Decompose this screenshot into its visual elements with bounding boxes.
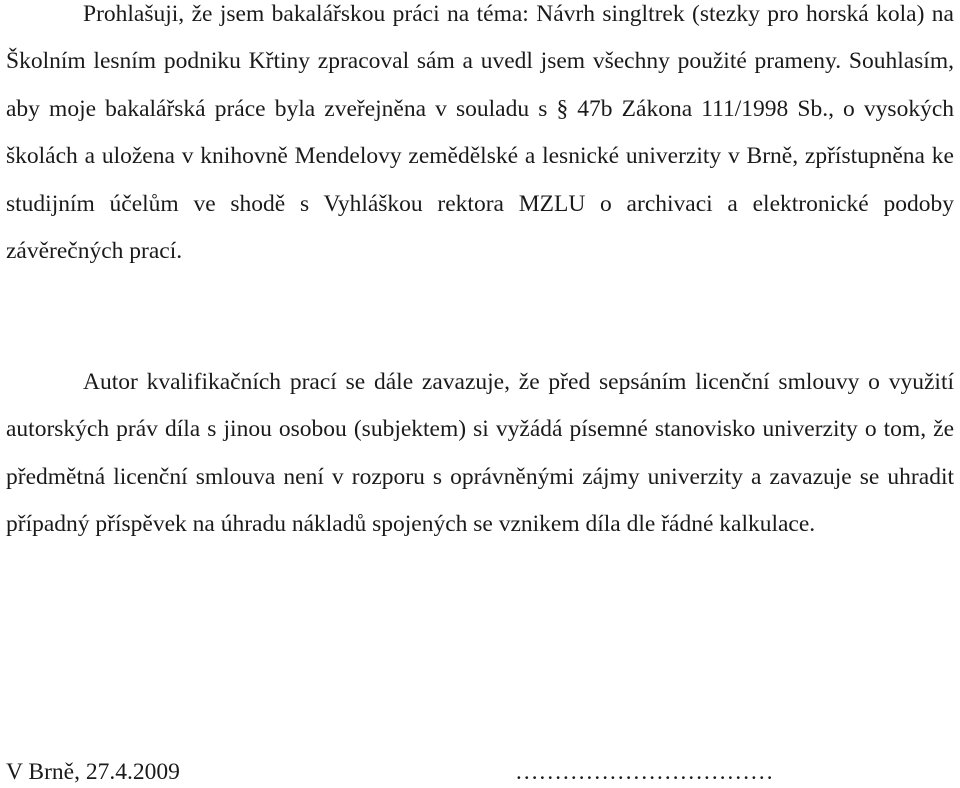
place-and-date: V Brně, 27.4.2009	[6, 759, 180, 785]
document-page	[6, 0, 954, 788]
declaration-paragraph: Prohlašuji, že jsem bakalářskou práci na téma: Návrh singltrek (stezky pro horská kola) na Školním lesním podniku Křtiny zpracoval sám a uvedl jsem všechny použité prameny. Souhlasím, aby moje bakalářská práce byla zveřejněna v souladu s § 47b Zákona 111/1998 Sb., o vysokých školách a uložena v knihovně Mendelovy zemědělské a lesnické univerzity v Brně, zpřístupněna ke studijním účelům ve shodě s Vyhláškou rektora MZLU o archivaci a elektronické podoby závěrečných prací.	[6, 1, 954, 265]
license-paragraph: Autor kvalifikačních prací se dále zavazuje, že před sepsáním licenční smlouvy o využití autorských práv díla s jinou osobou (subjektem) si vyžádá písemné stanovisko univerzity o tom, že předmětná licenční smlouva není v rozporu s oprávněnými zájmy univerzity a zavazuje se uhradit případný příspěvek na úhradu nákladů spojených se vznikem díla dle řádné kalkulace.	[6, 369, 954, 538]
signature-line: ……………………………	[515, 759, 774, 785]
